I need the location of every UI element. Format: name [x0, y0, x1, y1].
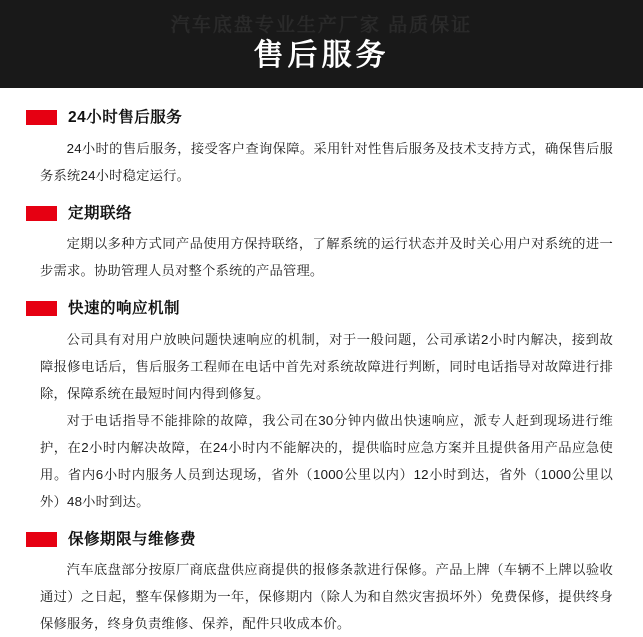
section-paragraph: 定期以多种方式同产品使用方保持联络，了解系统的运行状态并及时关心用户对系统的进一步需求。协助管理人员对整个系统的产品管理。 [40, 230, 613, 284]
section-header [26, 110, 613, 126]
section-header [26, 301, 613, 317]
page-title: 售后服务 [0, 30, 643, 74]
section-header [26, 206, 613, 222]
section-fast-response [26, 301, 613, 515]
red-bullet-icon [26, 110, 57, 125]
section-paragraph: 公司具有对用户放映问题快速响应的机制，对于一般问题，公司承诺2小时内解决，接到故障报修电话后，售后服务工程师在电话中首先对系统故障进行判断，同时电话指导对故障进行排除，保障系统在最短时间内得到修复。 [40, 326, 613, 407]
section-warranty [26, 532, 613, 637]
section-header [26, 532, 613, 548]
section-title: 24小时售后服务 [68, 110, 182, 126]
banner-watermark-text: 汽车底盘专业生产厂家 品质保证 [0, 10, 643, 37]
section-paragraph: 24小时的售后服务，接受客户查询保障。采用针对性售后服务及技术支持方式，确保售后服务系统24小时稳定运行。 [40, 135, 613, 189]
red-bullet-icon [26, 532, 57, 547]
red-bullet-icon [26, 206, 57, 221]
spacer [26, 193, 613, 206]
spacer [26, 519, 613, 532]
section-service-24h [26, 110, 613, 189]
section-title: 保修期限与维修费 [68, 532, 196, 548]
section-title: 定期联络 [68, 206, 132, 222]
page-banner [0, 0, 643, 88]
section-title: 快速的响应机制 [68, 301, 180, 317]
section-regular-contact [26, 206, 613, 285]
page-content [0, 88, 643, 637]
red-bullet-icon [26, 301, 57, 316]
section-paragraph: 对于电话指导不能排除的故障，我公司在30分钟内做出快速响应，派专人赶到现场进行维护，在2小时内解决故障，在24小时内不能解决的，提供临时应急方案并且提供备用产品应急使用。省内6小时内服务人员到达现场，省外（1000公里以内）12小时到达，省外（1000公里以外）48小时到达。 [40, 407, 613, 515]
section-paragraph: 汽车底盘部分按原厂商底盘供应商提供的报修条款进行保修。产品上牌（车辆不上牌以验收通过）之日起，整车保修期为一年，保修期内（除人为和自然灾害损坏外）免费保修，提供终身保修服务，终身负责维修、保养，配件只收成本价。 [40, 556, 613, 637]
